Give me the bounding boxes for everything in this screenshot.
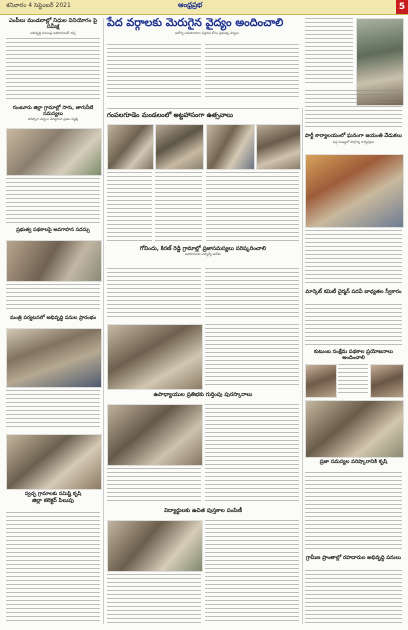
right-story3-body <box>338 364 368 396</box>
left-story3-body <box>6 284 100 312</box>
right-story5 <box>305 556 402 562</box>
left-story2-headline: గుంటూరు జిల్లా గ్రామాల్లో సాగు, తాగునీటి సమస్యలు <box>12 105 94 117</box>
left-story3-photo <box>6 240 102 282</box>
masthead <box>0 0 408 15</box>
center-story2-body1 <box>107 268 201 320</box>
left-story5-photo <box>6 434 102 490</box>
section-rule <box>107 108 299 109</box>
lead-subhead: ఆరోగ్య సదుపాయాల విస్తరణ కోసం ప్రభుత్వ చర్యలు <box>175 31 239 36</box>
lead-story <box>107 17 307 36</box>
center-story1-body1 <box>107 172 152 242</box>
center-story1-photo3 <box>206 124 255 170</box>
center-story1 <box>107 112 299 119</box>
right-story4-headline: ప్రజా సమస్యల పరిష్కారానికి కృషి <box>319 459 388 465</box>
left-story5-headline: స్వచ్ఛ గ్రామాలకు సమిష్టి కృషి <box>24 491 82 497</box>
center-story4-body2 <box>205 520 299 624</box>
right-story1-body <box>305 230 402 286</box>
center-story2 <box>107 246 299 257</box>
center-story1-photo4 <box>256 124 301 170</box>
right-story1-photo <box>305 154 404 228</box>
left-story2-subhead: పరిష్కార చర్యలు చేపట్టాలని ప్రజల విజ్ఞప్తి <box>27 117 79 121</box>
right-story1-subhead: పెద్ద సంఖ్యలో పాల్గొన్న కార్యకర్తలు <box>332 139 375 144</box>
lead-body-col3 <box>305 18 353 86</box>
center-story1-body3 <box>206 172 299 242</box>
left-story4 <box>6 316 100 322</box>
left-story5-subhead: జిల్లా కలెక్టర్ పిలుపు <box>32 497 74 504</box>
center-story2-body3 <box>205 324 299 388</box>
left-story2-photo <box>6 128 102 176</box>
right-story2 <box>305 290 402 296</box>
column-divider <box>103 18 104 624</box>
center-story3 <box>107 392 299 398</box>
center-story2-headline: గోవిందు, కిరణ్ రెడ్డి గ్రామాల్లో ప్రజాసమస్యలు పరిష్కరించాలి <box>140 246 266 252</box>
right-story4-photo <box>305 400 404 458</box>
right-story4-body <box>305 472 402 552</box>
center-story4 <box>107 508 299 514</box>
center-story3-body <box>205 404 299 504</box>
left-story2-body <box>6 178 100 224</box>
left-story4-headline: మంత్రి పర్యటనలో అభివృద్ధి పనుల ప్రారంభం <box>9 315 97 321</box>
issue-date: శనివారం 4 సెప్టెంబర్ 2021 <box>6 2 71 9</box>
right-story3-portrait1 <box>305 364 337 398</box>
left-story5-body <box>6 512 100 622</box>
right-story3-headline: కుటుంబ సంక్షేమ పథకాల ప్రయోజనాలు అందించాలి <box>314 349 393 361</box>
left-story5 <box>6 492 100 504</box>
center-story2-photo <box>107 324 203 390</box>
left-story4-body <box>6 390 100 430</box>
left-story3 <box>6 228 100 234</box>
page-number: 5 <box>396 0 408 14</box>
paper-name: ఆంధ్రప్రభ <box>178 1 203 9</box>
lead-headline: పేద వర్గాలకు మెరుగైన వైద్యం అందించాలి <box>107 16 284 29</box>
lead-body-col4 <box>305 90 402 130</box>
center-story3-headline: ఉపాధ్యాయుల ప్రతిభకు గుర్తింపు పురస్కారాలు <box>153 392 253 398</box>
center-story1-headline: గంపలగూడెం మండలంలో అట్టహాసంగా ఉత్సవాలు <box>107 111 234 119</box>
left-story4-photo <box>6 328 102 388</box>
center-story2-subhead: అధికారులకు ఎమ్మెల్యే ఆదేశం <box>185 252 221 257</box>
right-story1 <box>305 134 402 145</box>
center-story3-body2 <box>107 468 201 504</box>
right-story4 <box>305 460 402 466</box>
right-story3 <box>305 350 402 361</box>
left-story2 <box>6 106 100 122</box>
center-story2-body2 <box>205 268 299 320</box>
left-story1-subhead: అభివృద్ధి పనులపై అధికారులతో చర్చ <box>30 31 76 36</box>
center-story1-body2 <box>155 172 202 242</box>
center-story4-photo <box>107 520 203 572</box>
center-story4-headline: విద్యార్థులకు ఉచిత పుస్తకాల పంపిణీ <box>164 508 242 514</box>
right-story2-body <box>305 304 402 346</box>
center-story4-body1 <box>107 574 201 624</box>
right-story2-headline: మార్కెట్ కమిటీ చైర్మన్ పదవీ బాధ్యతల స్వీకారం <box>305 289 402 295</box>
right-story1-headline: పార్టీ కార్యాలయంలో ఘనంగా జయంతి వేడుకలు <box>305 133 402 139</box>
left-story3-headline: ప్రభుత్వ పథకాలపై అవగాహన సదస్సు <box>16 227 90 233</box>
right-story5-body <box>305 570 402 624</box>
lead-body-col1 <box>107 44 201 98</box>
lead-body-col2 <box>205 44 299 98</box>
column-divider-right <box>302 108 303 624</box>
left-story1-headline: ఎంపీలు మండలాల్లో నిధుల వినియోగం పై సమీక్ష <box>8 18 98 31</box>
center-story1-photo2 <box>155 124 204 170</box>
left-story1-body <box>6 38 100 102</box>
right-story5-headline: గ్రామీణ ప్రాంతాల్లో రహదారుల అభివృద్ధి పనులు <box>306 555 401 561</box>
center-story3-photo <box>107 404 203 466</box>
right-story3-portrait2 <box>370 364 404 398</box>
left-column <box>6 18 100 36</box>
center-story1-photo1 <box>107 124 154 170</box>
